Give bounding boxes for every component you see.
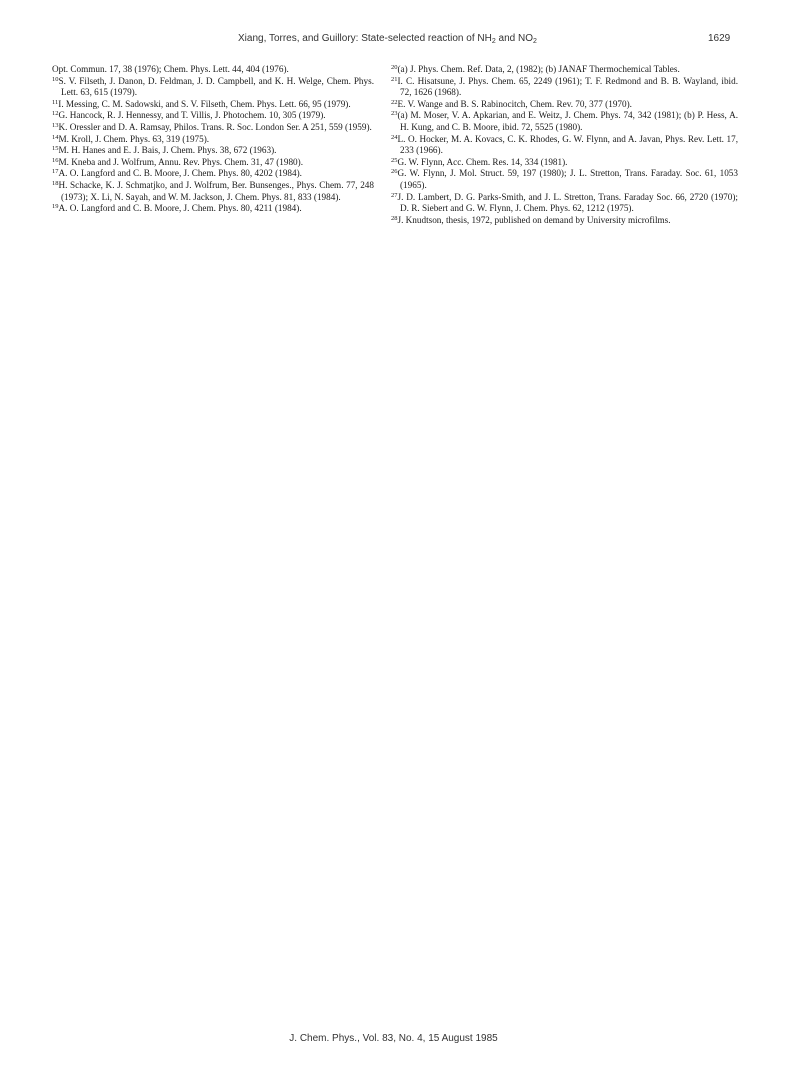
reference-item <box>52 110 374 122</box>
reference-number: 22 <box>391 98 398 106</box>
reference-number: 13 <box>52 121 59 129</box>
reference-item <box>52 99 374 111</box>
reference-number: 27 <box>391 191 398 199</box>
reference-item <box>52 168 374 180</box>
reference-text: (a) J. Phys. Chem. Ref. Data, 2, (1982); (b) JANAF Thermochemical Tables. <box>397 64 680 74</box>
reference-number: 10 <box>52 75 59 83</box>
page-number: 1629 <box>708 33 731 44</box>
reference-text: Opt. Commun. 17, 38 (1976); Chem. Phys. Lett. 44, 404 (1976). <box>52 64 289 74</box>
reference-number: 15 <box>52 145 59 153</box>
reference-text: J. D. Lambert, D. G. Parks-Smith, and J. L. Stretton, Trans. Faraday Soc. 66, 2720 (1970); D. R. Siebert and G. W. Flynn, J. Chem. Phys. 62, 1212 (1975). <box>397 191 738 214</box>
reference-number: 18 <box>52 179 59 187</box>
page-header <box>0 33 787 49</box>
reference-item <box>52 180 374 203</box>
reference-number: 21 <box>391 75 398 83</box>
reference-item <box>52 203 374 215</box>
reference-number: 24 <box>391 133 398 141</box>
reference-text: G. W. Flynn, Acc. Chem. Res. 14, 334 (1981). <box>397 156 568 167</box>
reference-text: M. Kneba and J. Wolfrum, Annu. Rev. Phys. Chem. 31, 47 (1980). <box>58 156 303 167</box>
references-right-column <box>391 64 738 226</box>
reference-item <box>391 134 738 157</box>
reference-text: J. Knudtson, thesis, 1972, published on demand by University microfilms. <box>397 214 671 225</box>
references-left-column <box>52 64 374 215</box>
reference-text: I. C. Hisatsune, J. Phys. Chem. 65, 2249 (1961); T. F. Redmond and B. B. Wayland, ibid. 72, 1626 (1968). <box>397 75 738 98</box>
reference-item <box>391 99 738 111</box>
reference-item <box>391 157 738 169</box>
reference-item <box>391 64 738 76</box>
reference-item <box>391 110 738 133</box>
reference-number: 28 <box>391 214 398 222</box>
reference-text: L. O. Hocker, M. A. Kovacs, C. K. Rhodes, G. W. Flynn, and A. Javan, Phys. Rev. Lett. 17, 233 (1966). <box>397 133 738 156</box>
reference-text: G. Hancock, R. J. Hennessy, and T. Villis, J. Photochem. 10, 305 (1979). <box>58 110 326 121</box>
reference-text: I. Messing, C. M. Sadowski, and S. V. Filseth, Chem. Phys. Lett. 66, 95 (1979). <box>58 98 351 109</box>
reference-item <box>391 192 738 215</box>
reference-number: 25 <box>391 156 398 164</box>
reference-text: M. Kroll, J. Chem. Phys. 63, 319 (1975). <box>58 133 210 144</box>
reference-text: H. Schacke, K. J. Schmatjko, and J. Wolfrum, Ber. Bunsenges., Phys. Chem. 77, 248 (1973); X. Li, N. Sayah, and W. M. Jackson, J. Chem. Phys. 81, 833 (1984). <box>58 179 374 202</box>
reference-item <box>52 145 374 157</box>
reference-number: 20 <box>391 64 398 71</box>
reference-text: E. V. Wange and B. S. Rabinocitch, Chem. Rev. 70, 377 (1970). <box>397 98 632 109</box>
reference-item <box>52 122 374 134</box>
reference-text: A. O. Langford and C. B. Moore, J. Chem. Phys. 80, 4211 (1984). <box>58 203 302 214</box>
reference-item <box>52 134 374 146</box>
reference-item <box>391 168 738 191</box>
reference-item <box>52 157 374 169</box>
reference-text: S. V. Filseth, J. Danon, D. Feldman, J. D. Campbell, and K. H. Welge, Chem. Phys. Lett. 63, 615 (1979). <box>58 75 374 98</box>
reference-number: 14 <box>52 133 59 141</box>
reference-number: 11 <box>52 98 59 106</box>
reference-text: G. W. Flynn, J. Mol. Struct. 59, 197 (1980); J. L. Stretton, Trans. Faraday. Soc. 61, 1053 (1965). <box>397 168 738 190</box>
reference-text: K. Oressler and D. A. Ramsay, Philos. Trans. R. Soc. London Ser. A 251, 559 (1959). <box>58 121 372 132</box>
reference-text: A. O. Langford and C. B. Moore, J. Chem. Phys. 80, 4202 (1984). <box>58 168 302 179</box>
reference-number: 19 <box>52 203 59 211</box>
reference-item <box>391 76 738 99</box>
reference-number: 17 <box>52 168 59 176</box>
reference-number: 26 <box>391 168 398 176</box>
reference-text: M. H. Hanes and E. J. Bais, J. Chem. Phys. 38, 672 (1963). <box>58 145 277 156</box>
reference-item <box>391 215 738 227</box>
reference-text: (a) M. Moser, V. A. Apkarian, and E. Weitz, J. Chem. Phys. 74, 342 (1981); (b) P. Hess, A. H. Kung, and C. B. Moore, ibid. 72, 5525 (1980). <box>397 110 738 132</box>
reference-item <box>52 76 374 99</box>
reference-number: 12 <box>52 110 59 118</box>
reference-number: 23 <box>391 110 398 118</box>
page-footer: J. Chem. Phys., Vol. 83, No. 4, 15 August 1985 <box>289 1033 498 1044</box>
running-title: Xiang, Torres, and Guillory: State-selected reaction of $NH_2$ and $NO_2$ <box>238 33 537 45</box>
reference-number: 16 <box>52 156 59 164</box>
reference-item <box>52 64 374 76</box>
